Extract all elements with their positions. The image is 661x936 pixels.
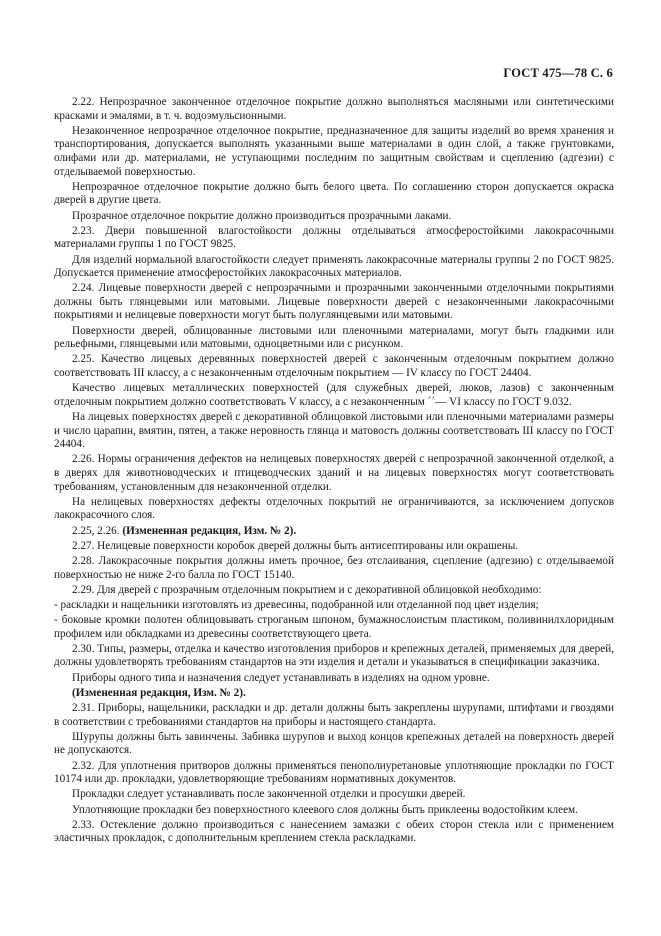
paragraph: 2.28. Лакокрасочные покрытия должны иметь прочное, без отслаивания, сцепление (адгезию) с отделываемой поверхностью не ниже 2-го балла по ГОСТ 15140. xyxy=(54,554,614,581)
paragraph: На нелицевых поверхностях дефекты отделочных покрытий не ограничиваются, за исключением допусков лакокрасочного слоя. xyxy=(54,495,614,522)
paragraph: 2.26. Нормы ограничения дефектов на нелицевых поверхностях дверей с непрозрачной законченной отделкой, а в дверях для животноводческих и птицеводческих зданий и на лицевых поверхностях могут соответствовать требованиям, установленным для незаконченной отделки. xyxy=(54,453,614,493)
paragraph: 2.30. Типы, размеры, отделка и качество изготовления приборов и крепежных деталей, применяемых для дверей, должны удовлетворять требованиям стандартов на эти изделия и детали и указываться в спецификации заказчика. xyxy=(54,642,614,669)
paragraph: 2.27. Нелицевые поверхности коробок дверей должны быть антисептированы или окрашены. xyxy=(72,539,519,552)
paragraph: 2.29. Для дверей с прозрачным отделочным покрытием и с декоративной облицовкой необходимо: xyxy=(72,583,542,596)
document-body xyxy=(54,96,614,848)
paragraph: Приборы одного типа и назначения следует устанавливать в изделиях на одном уровне. xyxy=(72,671,490,684)
edit-note-bold: (Измененная редакция, Изм. № 2). xyxy=(122,524,297,537)
paragraph: Прокладки следует устанавливать после законченной отделки и просушки дверей. xyxy=(72,788,466,801)
paragraph: Непрозрачное отделочное покрытие должно быть белого цвета. По соглашению сторон допускается окраска дверей в другие цвета. xyxy=(54,180,614,207)
edit-note-2: (Измененная редакция, Изм. № 2). xyxy=(72,686,246,699)
paragraph: Незаконченное непрозрачное отделочное покрытие, предназначенное для защиты изделий во время хранения и транспортирования, допускается выполнять указанными выше материалами в один слой, а также грунтовками, олифами или др. материалами, не уступающими последним по защитным свойствам и сцеплению (адгезии) с отделываемой поверхностью. xyxy=(54,124,614,178)
paragraph: 2.25. Качество лицевых деревянных поверхностей дверей с законченным отделочным покрытием должно соответствовать III классу, а с незаконченным отделочным покрытием — IV классу по ГОСТ 24404. xyxy=(54,353,614,380)
paragraph: 2.32. Для уплотнения притворов должны применяться пенополиуретановые уплотняющие прокладки по ГОСТ 10174 или др. прокладки, удовлетворяющие требованиям нормативных документов. xyxy=(54,759,614,786)
page-header: ГОСТ 475—78 С. 6 xyxy=(503,66,613,80)
paragraph: 2.22. Непрозрачное законченное отделочное покрытие должно выполняться масляными или синтетическими красками и эмалями, в т. ч. водоэмульсионными. xyxy=(54,96,614,122)
paragraph: Шурупы должны быть завинчены. Забивка шурупов и выход концов крепежных деталей на поверхность дверей не допускаются. xyxy=(54,730,614,757)
paragraph: 2.31. Приборы, нащельники, раскладки и др. детали должны быть закреплены шурупами, штифтами и гвоздями в соответствии с требованиями стандартов на приборы и настоящего стандарта. xyxy=(54,702,614,728)
list-item: - боковые кромки полотен облицовывать строганым шпоном, бумажнослоистым пластиком, поливинилхлоридным профилем или обкладками из древесины соответствующего цвета. xyxy=(54,614,614,640)
paragraph: Уплотняющие прокладки без поверхностного клеевого слоя должны быть приклеены водостойким клеем. xyxy=(72,803,578,816)
paragraph: 2.23. Двери повышенной влагостойкости должны отделываться атмосферостойкими лакокрасочными материалами группы 1 по ГОСТ 9825. xyxy=(54,224,614,251)
paragraph: Прозрачное отделочное покрытие должно производиться прозрачными лаками. xyxy=(72,209,452,222)
edit-note-prefix: 2.25, 2.26. xyxy=(72,524,123,537)
edit-note-1 xyxy=(54,525,614,539)
paragraph: Качество лицевых металлических поверхностей (для служебных дверей, люков, лазов) с законченным отделочным покрытием должно соответствовать V классу, а с незаконченным ´´— VI классу по ГОСТ 9.032. xyxy=(54,382,614,408)
paragraph: 2.24. Лицевые поверхности дверей с непрозрачными и прозрачными законченными отделочными покрытиями должны быть глянцевыми или матовыми. Лицевые поверхности дверей с незаконченными лакокрасочными покрытиями и нелицевые поверхности могут быть полуглянцевыми или матовыми. xyxy=(54,282,614,322)
paragraph: Для изделий нормальной влагостойкости следует применять лакокрасочные материалы группы 2 по ГОСТ 9825. Допускается применение атмосферостойких лакокрасочных материалов. xyxy=(54,253,614,280)
paragraph: 2.33. Остекление должно производиться с нанесением замазки с обеих сторон стекла или с применением эластичных прокладок, с дополнительным креплением стекла раскладками. xyxy=(54,818,614,845)
paragraph: Поверхности дверей, облицованные листовыми или пленочными материалами, могут быть гладкими или рельефными, глянцевыми или матовыми, одноцветными или с рисунком. xyxy=(54,324,614,351)
list-item: - раскладки и нащельники изготовлять из древесины, подобранной или отделанной под цвет изделия; xyxy=(54,598,539,611)
paragraph: На лицевых поверхностях дверей с декоративной облицовкой листовыми или пленочными материалами размеры и число царапин, вмятин, пятен, а также неровность глянца и матовость должны соответствовать III классу по ГОСТ 24404. xyxy=(54,411,614,451)
